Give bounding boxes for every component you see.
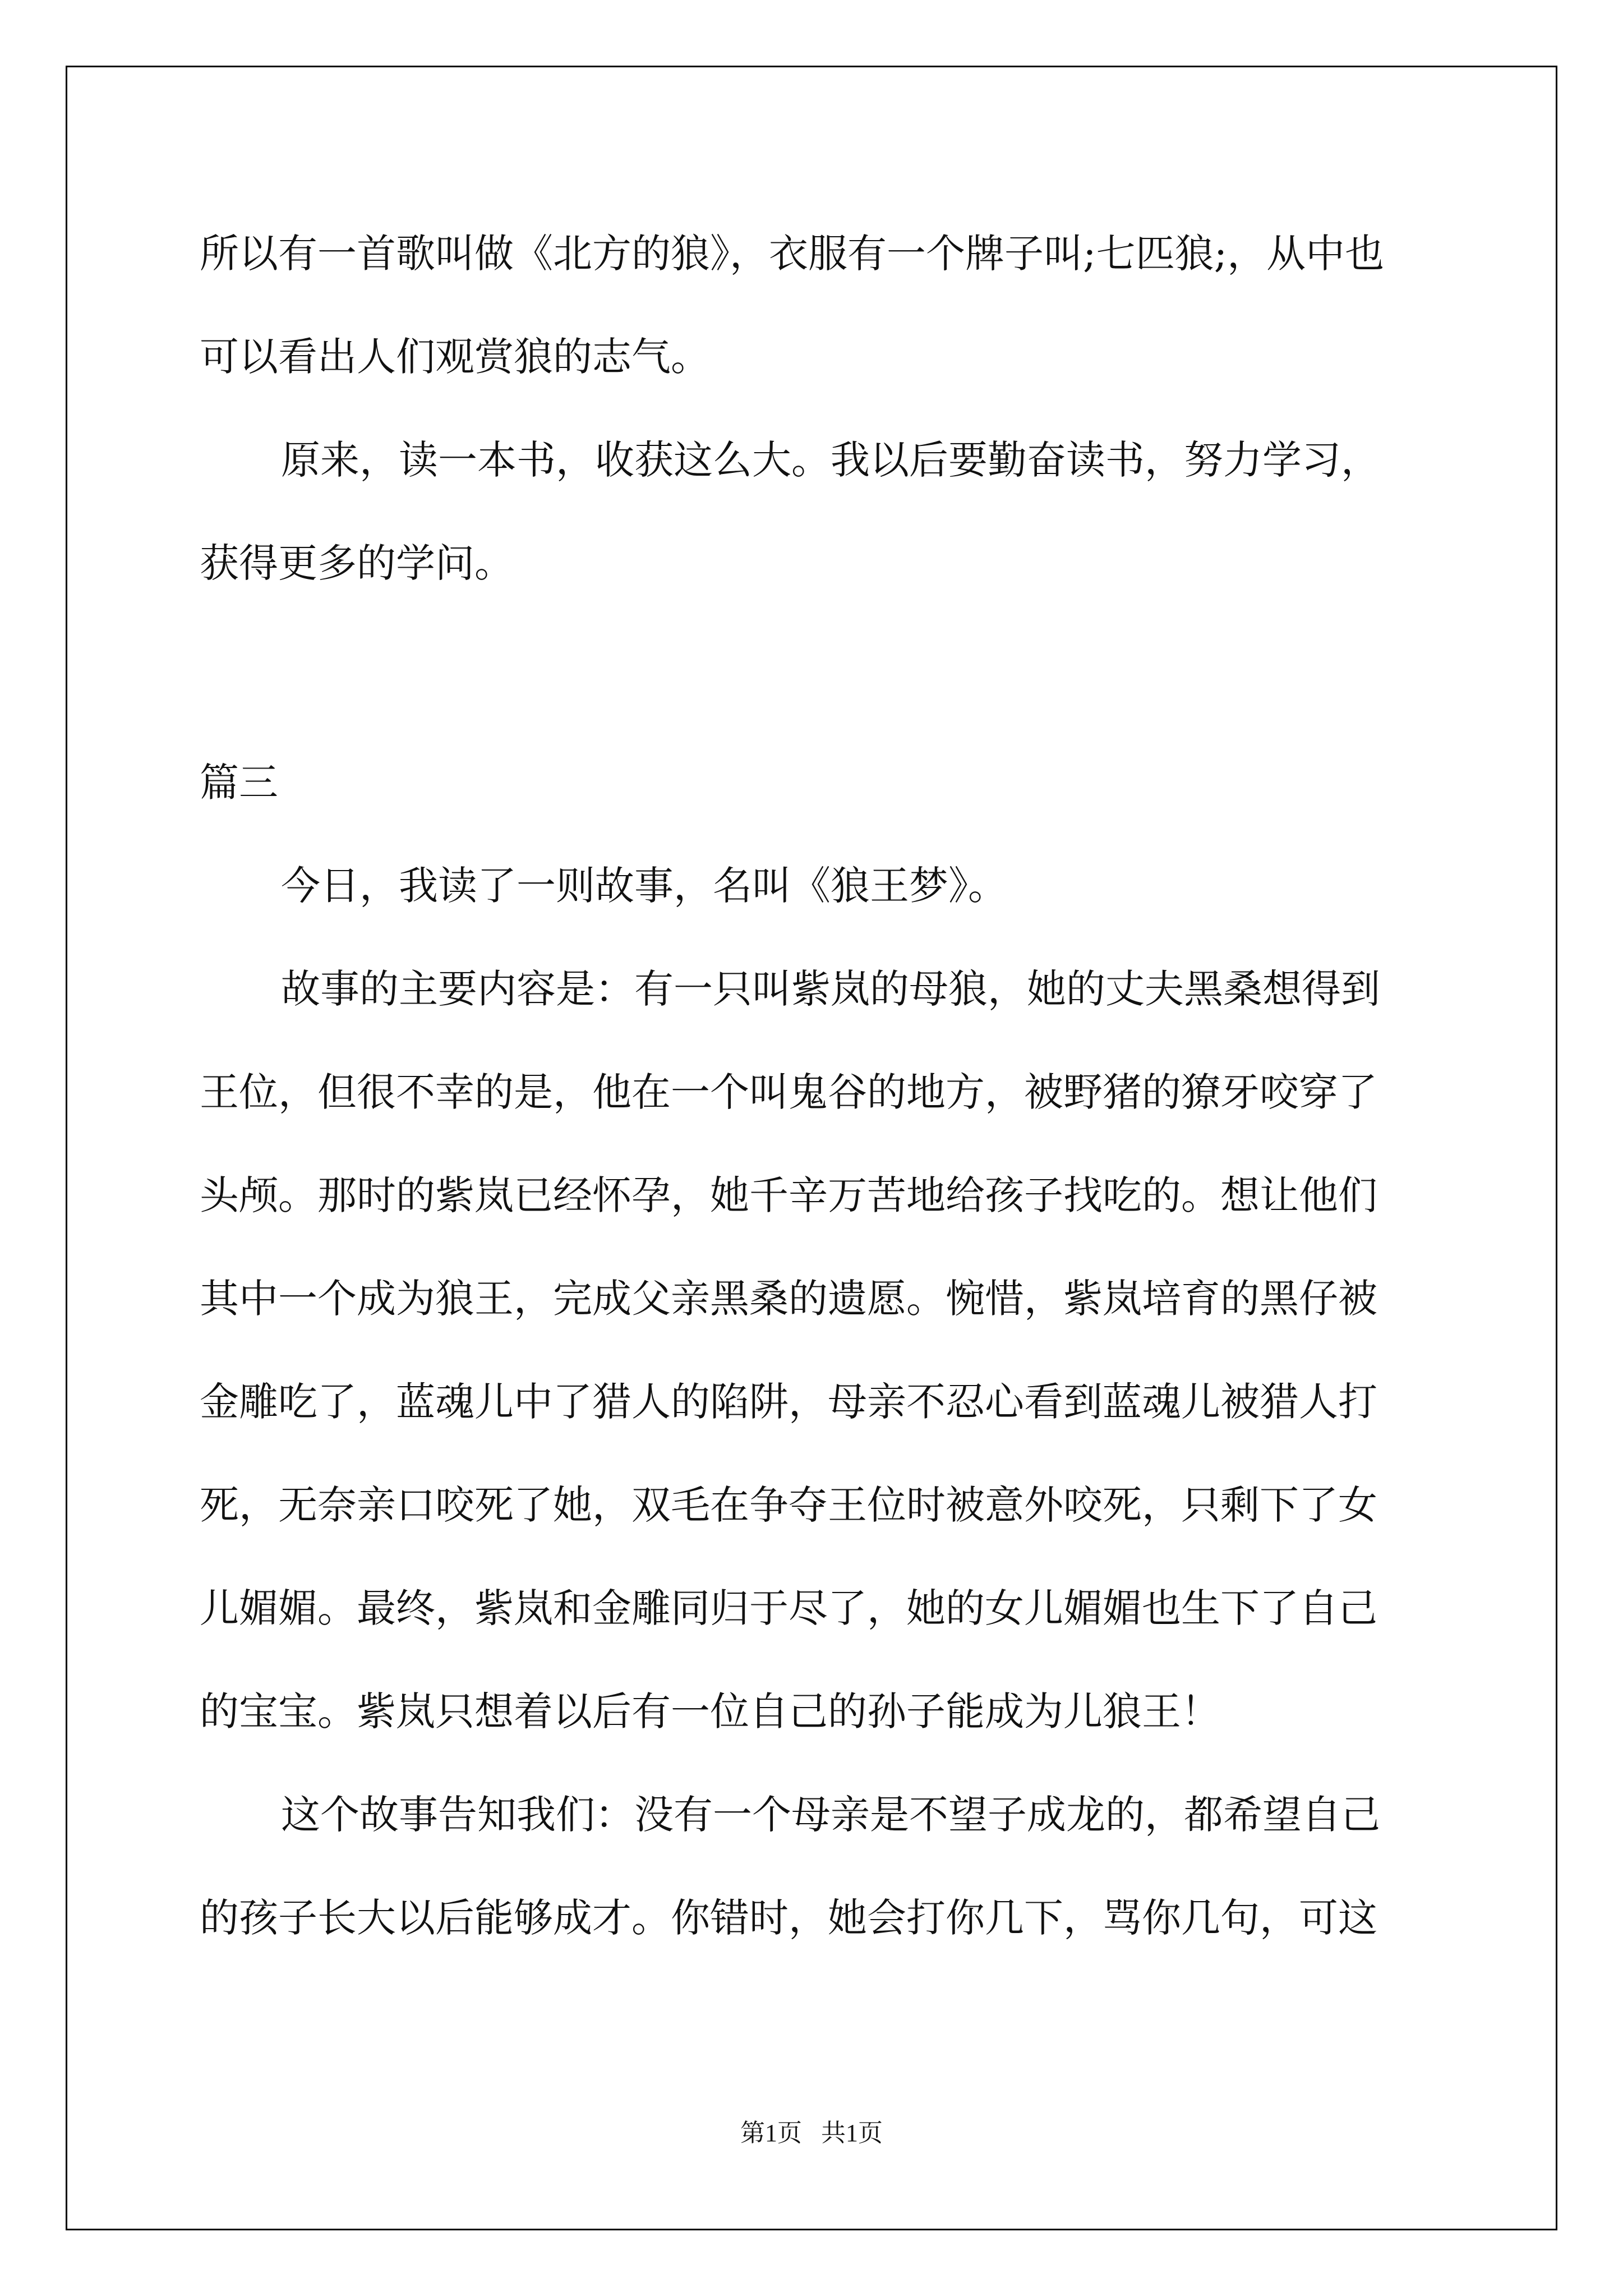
paragraph-line: 其中一个成为狼王，完成父亲黑桑的遗愿。惋惜，紫岚培育的黑仔被 — [200, 1276, 1377, 1322]
page-number: 第1页 — [740, 2119, 802, 2147]
paragraph-line: 故事的主要内容是：有一只叫紫岚的母狼，她的丈夫黑桑想得到 — [281, 966, 1380, 1012]
paragraph-line: 的孩子长大以后能够成才。你错时，她会打你几下，骂你几句，可这 — [200, 1895, 1377, 1941]
paragraph-line: 可以看出人们观赏狼的志气。 — [200, 334, 710, 380]
paragraph-line: 王位，但很不幸的是，他在一个叫鬼谷的地方，被野猪的獠牙咬穿了 — [200, 1069, 1377, 1115]
paragraph-line: 金雕吃了，蓝魂儿中了猎人的陷阱，母亲不忍心看到蓝魂儿被猎人打 — [200, 1379, 1377, 1425]
paragraph-line: 头颅。那时的紫岚已经怀孕，她千辛万苦地给孩子找吃的。想让他们 — [200, 1172, 1377, 1218]
paragraph-line: 这个故事告知我们：没有一个母亲是不望子成龙的，都希望自己 — [281, 1792, 1380, 1838]
paragraph-line: 原来，读一本书，收获这么大。我以后要勤奋读书，努力学习， — [281, 437, 1380, 483]
paragraph-line: 死，无奈亲口咬死了她，双毛在争夺王位时被意外咬死，只剩下了女 — [200, 1482, 1377, 1528]
page-total: 共1页 — [821, 2119, 883, 2147]
paragraph-line: 今日，我读了一则故事，名叫《狼王梦》。 — [281, 863, 1007, 909]
page-footer — [0, 2116, 1623, 2150]
paragraph-line: 获得更多的学问。 — [200, 540, 514, 586]
paragraph-line: 的宝宝。紫岚只想着以后有一位自己的孙子能成为儿狼王！ — [200, 1688, 1220, 1734]
paragraph-line: 儿媚媚。最终，紫岚和金雕同归于尽了，她的女儿媚媚也生下了自己 — [200, 1585, 1377, 1631]
paragraph-line: 所以有一首歌叫做《北方的狼》，衣服有一个牌子叫;七匹狼;，从中也 — [200, 231, 1385, 277]
section-heading: 篇三 — [200, 760, 278, 806]
